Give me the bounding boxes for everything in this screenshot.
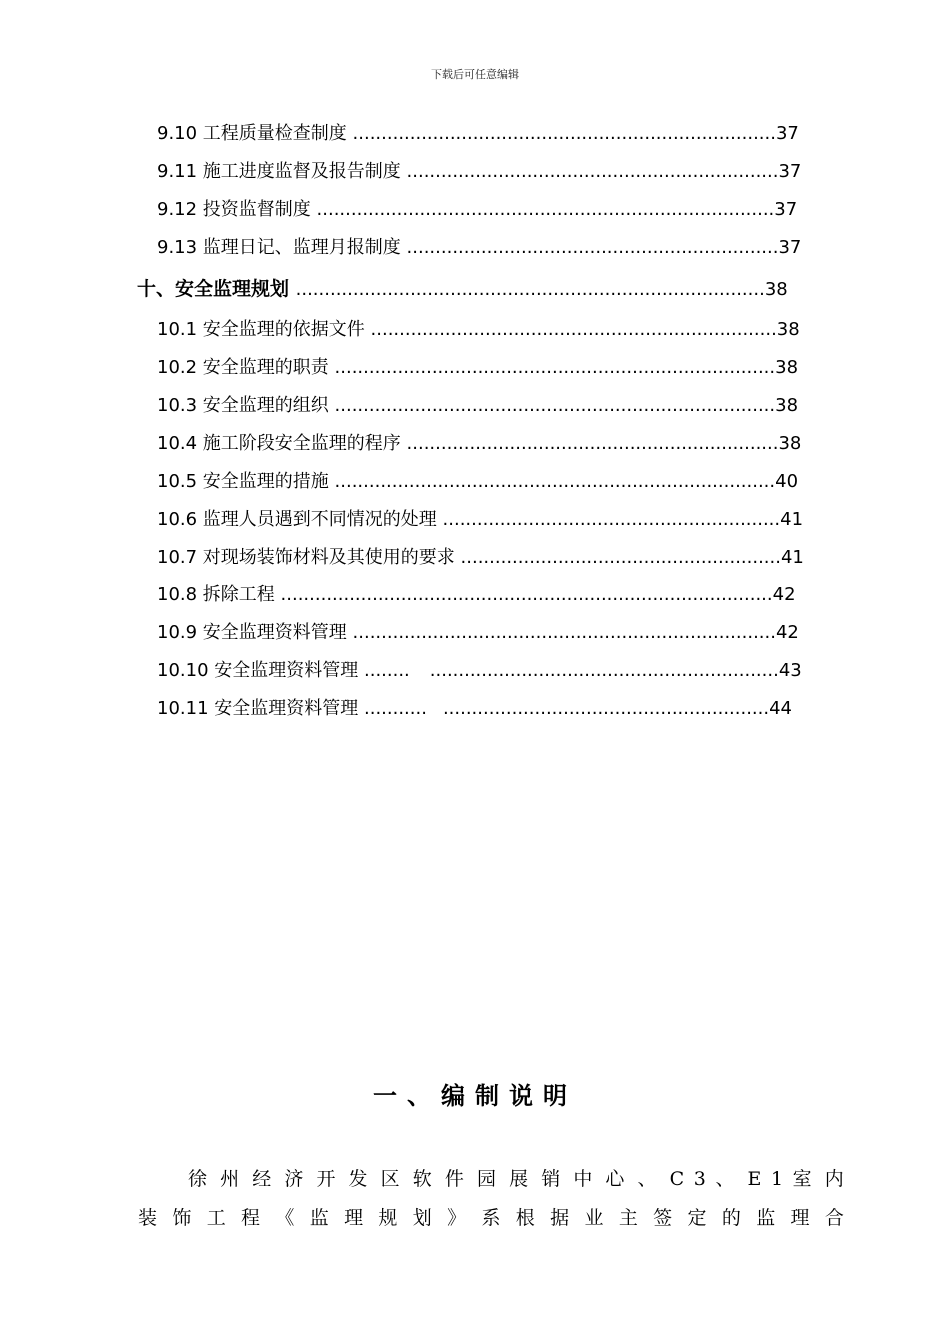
body-char: 心 [605,1168,628,1190]
body-char: E [747,1168,762,1190]
toc-entry-label: 10.11 安全监理资料管理 [157,698,359,719]
toc-page-number: 42 [772,584,796,605]
toc-entry-10-6[interactable] [157,507,803,533]
toc-page-number: 37 [775,123,799,144]
toc-entry-label: 10.7 对现场装饰材料及其使用的要求 [157,547,455,568]
toc-page-number: 37 [778,161,802,182]
page-header: 下载后可任意编辑 [431,68,519,81]
body-char: 园 [476,1168,500,1190]
toc-page-number: 41 [780,509,804,530]
toc-page-number: 38 [776,319,800,340]
toc-entry-label: 10.8 拆除工程 [157,584,275,605]
toc-entry-9-13[interactable] [157,235,801,261]
toc-leader-dots: .......................................................................... [352,622,776,643]
body-char: 销 [541,1168,564,1190]
body-char: 系 [481,1207,506,1229]
body-char: 理 [344,1207,368,1229]
toc-page-number: 38 [775,357,799,378]
toc-leader-dots: ................................................................................ [316,199,775,220]
toc-page-number: 37 [778,237,802,258]
toc-entry-10-10[interactable] [157,658,802,684]
body-char: 根 [515,1207,540,1229]
toc-entry-10-4[interactable] [157,431,801,457]
toc-entry-10-2[interactable] [157,355,798,381]
body-char: 监 [756,1207,780,1229]
toc-leader-dots: ................................................................. [406,161,779,182]
toc-entry-10-5[interactable] [157,469,798,495]
toc-leader-dots: .......................................................................... [352,123,776,144]
toc-entry-10-3[interactable] [157,393,798,419]
toc-entry-label: 9.10 工程质量检查制度 [157,123,347,144]
body-char: 1 [771,1168,784,1190]
toc-page-number: 38 [775,395,799,416]
body-char: 程 [241,1207,265,1229]
toc-chapter-10[interactable] [137,276,788,302]
toc-leader-dots: ............................................................................. [334,357,776,378]
toc-entry-10-1[interactable] [157,317,800,343]
toc-leader-dots: ................................................................. [406,237,779,258]
body-char: 的 [721,1207,746,1229]
toc-leader-dots: ................................................................. [406,433,779,454]
toc-page-number: 41 [780,547,804,568]
toc-page-number: 40 [775,471,799,492]
body-char: 州 [220,1168,243,1190]
body-char: 理 [790,1207,815,1229]
body-char: 规 [378,1207,403,1229]
body-char: 经 [252,1168,275,1190]
toc-leader-dots: ........................................................ [460,547,781,568]
toc-entry-9-11[interactable] [157,159,801,185]
body-char: 软 [412,1168,436,1190]
toc-entry-label: 10.3 安全监理的组织 [157,395,329,416]
body-char: 区 [380,1168,404,1190]
toc-leader-dots: .................................................................................. [295,279,765,300]
body-char: 据 [550,1207,574,1229]
toc-entry-10-11[interactable] [157,696,792,722]
toc-leader-dots-2: ......................................................... [442,698,770,719]
section-title: 一、编制说明 [373,1082,577,1110]
body-char: C [669,1168,685,1190]
body-char: 《 [275,1207,300,1229]
body-char: 》 [447,1207,471,1229]
toc-page-number: 44 [769,698,792,719]
toc-entry-label: 10.5 安全监理的措施 [157,471,329,492]
toc-entry-10-8[interactable] [157,582,796,608]
body-char: 中 [573,1168,596,1190]
toc-leader-dots: ............................................................................. [334,395,776,416]
body-char: 展 [509,1168,532,1190]
toc-entry-10-9[interactable] [157,620,799,646]
body-char: 装 [138,1207,162,1229]
body-char: 开 [316,1168,339,1190]
toc-leader-dots: ........................................................... [442,509,781,530]
toc-entry-label: 10.1 安全监理的依据文件 [157,319,365,340]
toc-page-number: 43 [778,660,802,681]
toc-entry-label: 10.2 安全监理的职责 [157,357,329,378]
toc-entry-9-12[interactable] [157,197,797,223]
toc-entry-10-7[interactable] [157,545,804,571]
body-char: 主 [618,1207,643,1229]
toc-entry-label: 10.10 安全监理资料管理 [157,660,359,681]
toc-entry-label: 9.13 监理日记、监理月报制度 [157,237,401,258]
body-char: 济 [284,1168,307,1190]
body-char: 定 [687,1207,712,1229]
body-char: 划 [412,1207,437,1229]
body-char: 合 [824,1207,844,1229]
body-char: 徐 [188,1168,211,1190]
body-char: 签 [653,1207,677,1229]
toc-page-number: 38 [764,279,788,300]
body-char: 工 [206,1207,231,1229]
toc-chapter-label: 十、安全监理规划 [137,278,290,300]
body-char: 业 [584,1207,609,1229]
toc-page-number: 42 [775,622,799,643]
toc-leader-dots: ........ [364,660,410,681]
toc-leader-dots: ............................................................................. [334,471,776,492]
toc-leader-dots: ....................................................................... [370,319,777,340]
toc-leader-dots: ...................................................................................... [280,584,773,605]
toc-page-number: 38 [778,433,802,454]
toc-entry-label: 10.4 施工阶段安全监理的程序 [157,433,401,454]
toc-page-number: 37 [774,199,798,220]
toc-entry-label: 9.11 施工进度监督及报告制度 [157,161,401,182]
body-char: 监 [309,1207,334,1229]
toc-entry-label: 10.6 监理人员遇到不同情况的处理 [157,509,437,530]
body-char: 件 [444,1168,468,1190]
body-char: 3 [693,1168,706,1190]
body-paragraph-line-1 [188,1164,844,1191]
toc-entry-label: 10.9 安全监理资料管理 [157,622,347,643]
body-char: 内 [824,1168,844,1190]
toc-leader-dots-2: ............................................................. [429,660,779,681]
body-char: 、 [715,1168,738,1190]
body-char: 发 [348,1168,372,1190]
toc-entry-9-10[interactable] [157,121,799,147]
body-char: 、 [637,1168,661,1190]
toc-leader-dots: ........... [364,698,427,719]
body-paragraph-line-2 [138,1203,844,1230]
body-char: 室 [792,1168,816,1190]
body-char: 饰 [172,1207,196,1229]
toc-entry-label: 9.12 投资监督制度 [157,199,311,220]
